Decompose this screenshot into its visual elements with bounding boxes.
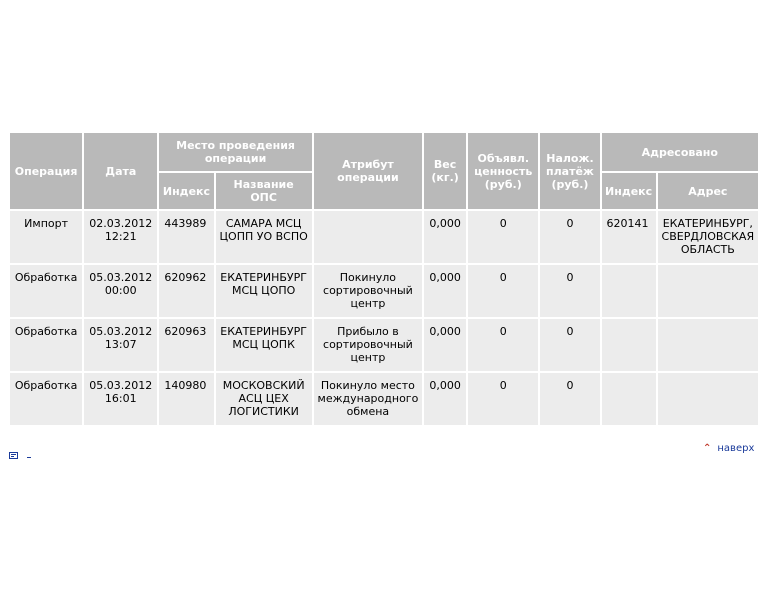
date-cell bbox=[84, 319, 157, 371]
attribute-cell: Покинуло место международного обмена bbox=[314, 373, 422, 425]
table-row bbox=[10, 211, 758, 263]
addr-index-cell bbox=[602, 373, 656, 425]
addr-index-cell: 620141 bbox=[602, 211, 656, 263]
address-cell bbox=[658, 265, 758, 317]
operation-cell: Обработка bbox=[10, 265, 82, 317]
time-value: 13:07 bbox=[104, 338, 137, 351]
weight-cell: 0,000 bbox=[424, 373, 466, 425]
tracking-table bbox=[8, 131, 760, 427]
cod-cell: 0 bbox=[540, 211, 599, 263]
operation-cell: Обработка bbox=[10, 319, 82, 371]
print-icon[interactable] bbox=[9, 452, 18, 459]
place-cell: МОСКОВСКИЙ АСЦ ЦЕХ ЛОГИСТИКИ bbox=[216, 373, 312, 425]
attribute-cell: Прибыло в сортировочный центр bbox=[314, 319, 422, 371]
date-value: 05.03.2012 bbox=[89, 379, 153, 392]
address-cell: ЕКАТЕРИНБУРГ, СВЕРДЛОВСКАЯ ОБЛАСТЬ bbox=[658, 211, 758, 263]
date-cell bbox=[84, 373, 157, 425]
place-cell: САМАРА МСЦ ЦОПП УО ВСПО bbox=[216, 211, 312, 263]
value-cell: 0 bbox=[468, 373, 538, 425]
addr-index-cell bbox=[602, 265, 656, 317]
cod-cell: 0 bbox=[540, 319, 599, 371]
back-to-top-link[interactable] bbox=[703, 443, 754, 454]
attribute-cell bbox=[314, 211, 422, 263]
header-place-group: Место проведения операции bbox=[159, 133, 311, 171]
header-attribute: Атрибут операции bbox=[314, 133, 422, 209]
header-place-name: Название ОПС bbox=[216, 173, 312, 209]
header-date: Дата bbox=[84, 133, 157, 209]
weight-cell: 0,000 bbox=[424, 319, 466, 371]
header-operation: Операция bbox=[10, 133, 82, 209]
back-to-top-label: наверх bbox=[717, 443, 755, 454]
date-value: 02.03.2012 bbox=[89, 217, 153, 230]
header-cod: Налож. платёж (руб.) bbox=[540, 133, 599, 209]
date-cell bbox=[84, 265, 157, 317]
date-value: 05.03.2012 bbox=[89, 325, 153, 338]
index-cell: 140980 bbox=[159, 373, 213, 425]
header-addressed-group: Адресовано bbox=[602, 133, 758, 171]
table-row bbox=[10, 319, 758, 371]
header-place-index: Индекс bbox=[159, 173, 213, 209]
header-addr-address: Адрес bbox=[658, 173, 758, 209]
header-addr-index: Индекс bbox=[602, 173, 656, 209]
time-value: 00:00 bbox=[104, 284, 137, 297]
addr-index-cell bbox=[602, 319, 656, 371]
value-cell: 0 bbox=[468, 265, 538, 317]
table-row bbox=[10, 265, 758, 317]
cod-cell: 0 bbox=[540, 373, 599, 425]
address-cell bbox=[658, 319, 758, 371]
date-value: 05.03.2012 bbox=[89, 271, 153, 284]
time-value: 16:01 bbox=[104, 392, 137, 405]
index-cell: 620963 bbox=[159, 319, 213, 371]
time-value: 12:21 bbox=[104, 230, 137, 243]
chevron-up-icon: ⌃ bbox=[703, 443, 712, 454]
address-cell bbox=[658, 373, 758, 425]
index-cell: 620962 bbox=[159, 265, 213, 317]
attribute-cell: Покинуло сортировочный центр bbox=[314, 265, 422, 317]
print-link[interactable] bbox=[27, 457, 31, 458]
place-cell: ЕКАТЕРИНБУРГ МСЦ ЦОПК bbox=[216, 319, 312, 371]
operation-cell: Импорт bbox=[10, 211, 82, 263]
table-row bbox=[10, 373, 758, 425]
header-declared-value: Объявл. ценность (руб.) bbox=[468, 133, 538, 209]
operation-cell: Обработка bbox=[10, 373, 82, 425]
header-weight: Вес (кг.) bbox=[424, 133, 466, 209]
value-cell: 0 bbox=[468, 319, 538, 371]
weight-cell: 0,000 bbox=[424, 265, 466, 317]
weight-cell: 0,000 bbox=[424, 211, 466, 263]
date-cell bbox=[84, 211, 157, 263]
index-cell: 443989 bbox=[159, 211, 213, 263]
cod-cell: 0 bbox=[540, 265, 599, 317]
place-cell: ЕКАТЕРИНБУРГ МСЦ ЦОПО bbox=[216, 265, 312, 317]
value-cell: 0 bbox=[468, 211, 538, 263]
